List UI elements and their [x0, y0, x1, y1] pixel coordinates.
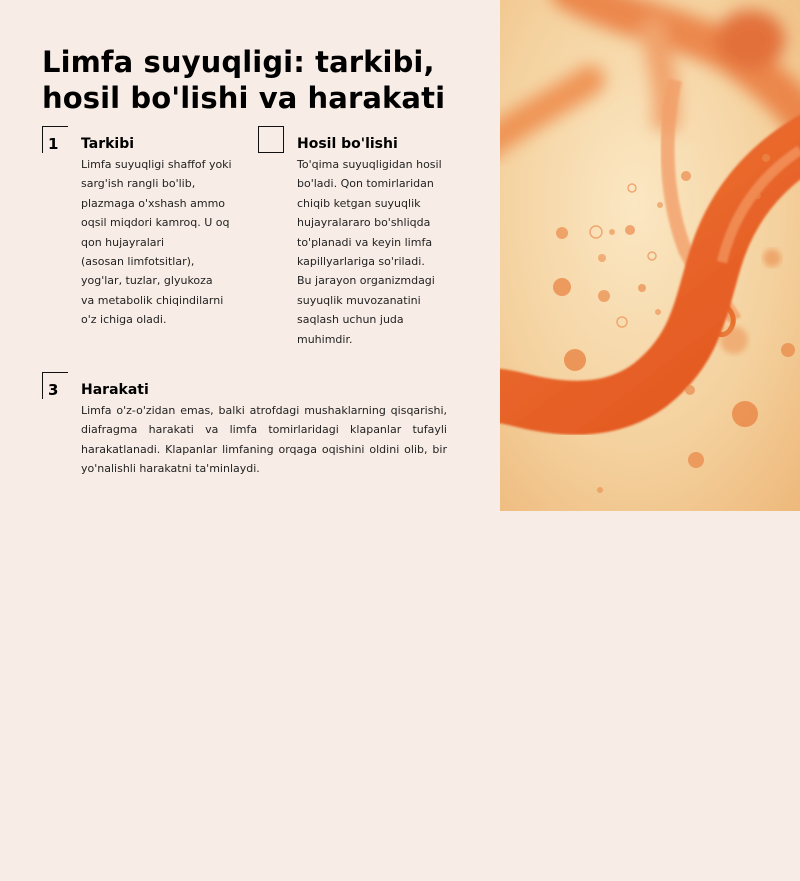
body-line: yo'nalishli harakatni ta'minlaydi.: [81, 462, 260, 476]
section-number: 3: [48, 381, 59, 399]
section-heading: Tarkibi: [81, 136, 135, 152]
lymph-vessel-illustration: [500, 0, 800, 511]
section-body: [297, 155, 442, 349]
body-line: diafragma harakati va limfa tomirlaridagi klapanlar tufayli: [81, 423, 447, 437]
body-line: harakatlanadi. Klapanlar limfaning orqaga oqishini oldini olib, bir: [81, 442, 447, 456]
section-body: [81, 401, 447, 479]
body-line: yog'lar, tuzlar, glyukoza: [81, 274, 213, 288]
section-body: [81, 155, 232, 330]
body-line: saqlash uchun juda: [297, 313, 404, 327]
section-hosil-bolishi: [258, 126, 478, 351]
body-line: Bu jarayon organizmdagi: [297, 274, 435, 288]
body-line: o'z ichiga oladi.: [81, 313, 167, 327]
body-line: bo'ladi. Qon tomirlaridan: [297, 177, 434, 191]
body-line: (asosan limfotsitlar),: [81, 255, 195, 269]
lymph-illustration-svg: [500, 0, 800, 511]
title-line-2: hosil bo'lishi va harakati: [42, 81, 446, 115]
body-line: To'qima suyuqligidan hosil: [297, 158, 442, 171]
body-line: plazmaga o'xshash ammo: [81, 196, 226, 210]
body-line: oqsil miqdori kamroq. U oq: [81, 216, 230, 230]
body-line: to'planadi va keyin limfa: [297, 235, 433, 249]
section-harakati: [42, 372, 448, 482]
body-line: chiqib ketgan suyuqlik: [297, 196, 421, 210]
section-tarkibi: [42, 126, 252, 336]
title-line-1: Limfa suyuqligi: tarkibi,: [42, 45, 435, 79]
body-line: muhimdir.: [297, 332, 353, 346]
section-heading: Hosil bo'lishi: [297, 136, 398, 152]
section-number: 1: [48, 135, 59, 153]
body-line: va metabolik chiqindilarni: [81, 293, 224, 307]
section-number-box: [258, 126, 284, 153]
body-line: hujayralararo bo'shliqda: [297, 216, 431, 230]
body-line: sarg'ish rangli bo'lib,: [81, 177, 196, 191]
page-title: [42, 44, 462, 116]
body-line: suyuqlik muvozanatini: [297, 293, 421, 307]
section-heading: Harakati: [81, 382, 149, 398]
body-line: Limfa o'z-o'zidan emas, balki atrofdagi mushaklarning qisqarishi,: [81, 404, 447, 417]
body-line: kapillyarlariga so'riladi.: [297, 255, 425, 269]
body-line: qon hujayralari: [81, 235, 165, 249]
body-line: Limfa suyuqligi shaffof yoki: [81, 158, 232, 171]
